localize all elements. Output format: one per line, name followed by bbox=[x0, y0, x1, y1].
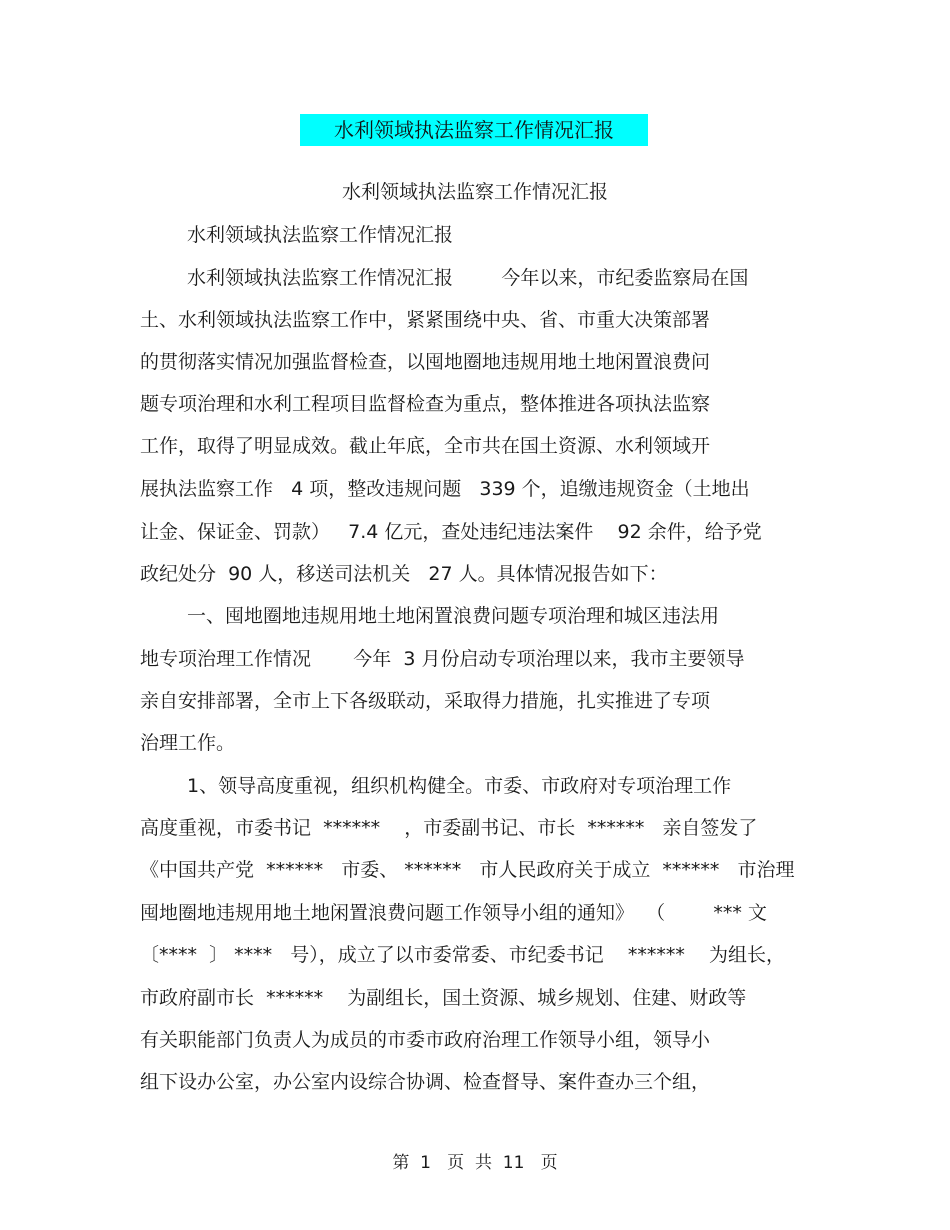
paragraph-line: 有关职能部门负责人为成员的市委市政府治理工作领导小组，领导小 bbox=[140, 1029, 711, 1051]
paragraph-line: 题专项治理和水利工程项目监督检查为重点，整体推进各项执法监察 bbox=[140, 393, 711, 415]
paragraph-line: 展执法监察工作 4 项，整改违规问题 339 个，追缴违规资金（土地出 bbox=[140, 478, 750, 500]
paragraph-line: 治理工作。 bbox=[140, 732, 236, 754]
highlighted-title: 水利领域执法监察工作情况汇报 bbox=[300, 114, 648, 146]
paragraph-line: 让金、保证金、罚款） 7.4 亿元，查处违纪违法案件 92 余件，给予党 bbox=[140, 521, 762, 543]
paragraph-line: 一、囤地圈地违规用地土地闲置浪费问题专项治理和城区违法用 bbox=[187, 605, 720, 627]
paragraph-line: 地专项治理工作情况 今年 3 月份启动专项治理以来，我市主要领导 bbox=[140, 648, 745, 670]
paragraph-line: 土、水利领域执法监察工作中，紧紧围绕中央、省、市重大决策部署 bbox=[140, 309, 711, 331]
paragraph-line: 市政府副市长 ****** 为副组长，国土资源、城乡规划、住建、财政等 bbox=[140, 987, 747, 1009]
paragraph-line: 高度重视，市委书记 ****** ，市委副书记、市长 ****** 亲自签发了 bbox=[140, 817, 758, 839]
paragraph-line: 囤地圈地违规用地土地闲置浪费问题工作领导小组的通知》 （ *** 文 bbox=[140, 902, 767, 924]
paragraph-line: 亲自安排部署，全市上下各级联动，采取得力措施，扎实推进了专项 bbox=[140, 690, 711, 712]
paragraph-line: 政纪处分 90 人，移送司法机关 27 人。具体情况报告如下： bbox=[140, 563, 668, 585]
paragraph-line: 组下设办公室，办公室内设综合协调、检查督导、案件查办三个组， bbox=[140, 1071, 711, 1093]
paragraph-line: 《中国共产党 ****** 市委、 ****** 市人民政府关于成立 ****** 市治理 bbox=[140, 859, 795, 881]
paragraph-line: 水利领域执法监察工作情况汇报 今年以来，市纪委监察局在国 bbox=[187, 267, 749, 289]
paragraph-line: 水利领域执法监察工作情况汇报 bbox=[187, 224, 454, 246]
paragraph-line: 工作，取得了明显成效。截止年底，全市共在国土资源、水利领域开 bbox=[140, 435, 711, 457]
page-number-footer: 第 1 页 共 11 页 bbox=[392, 1153, 558, 1173]
paragraph-line: 1、领导高度重视，组织机构健全。市委、市政府对专项治理工作 bbox=[187, 775, 732, 797]
paragraph-line: 的贯彻落实情况加强监督检查，以囤地圈地违规用地土地闲置浪费问 bbox=[140, 351, 711, 373]
paragraph-line: 〔**** 〕 **** 号），成立了以市委常委、市纪委书记 ****** 为组长， bbox=[140, 944, 786, 966]
document-subtitle: 水利领域执法监察工作情况汇报 bbox=[341, 181, 608, 203]
